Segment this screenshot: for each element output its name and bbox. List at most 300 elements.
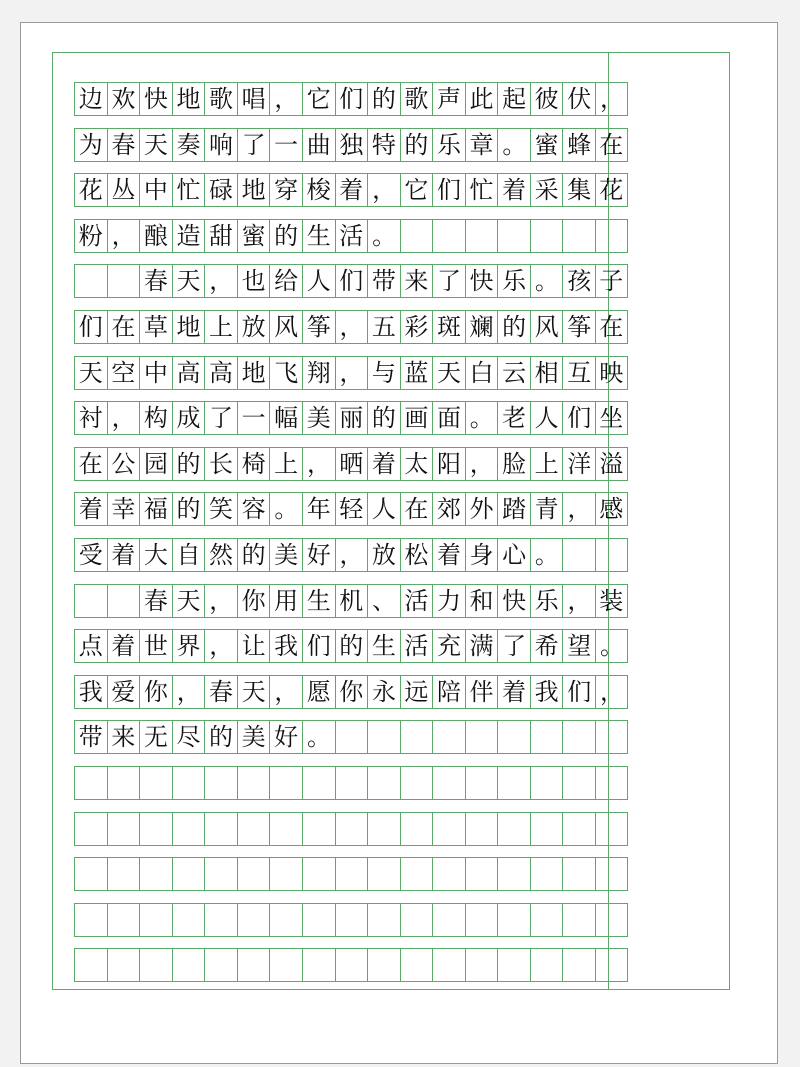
- grid-cell: [367, 857, 400, 891]
- grid-cell: [74, 948, 107, 982]
- grid-cell: 集: [562, 173, 595, 207]
- grid-row: [74, 629, 628, 663]
- grid-cell: ，: [335, 538, 368, 572]
- grid-cell: [432, 948, 465, 982]
- grid-cell: 活: [400, 584, 433, 618]
- grid-row: [74, 128, 628, 162]
- grid-cell: ，: [204, 629, 237, 663]
- grid-cell: 声: [432, 82, 465, 116]
- grid-cell: 园: [139, 447, 172, 481]
- grid-cell: 奏: [172, 128, 205, 162]
- grid-cell: ，: [269, 82, 302, 116]
- grid-cell: [465, 812, 498, 846]
- grid-cell: 快: [465, 264, 498, 298]
- grid-cell: [139, 857, 172, 891]
- grid-cell: 中: [139, 173, 172, 207]
- grid-row: [74, 584, 628, 618]
- grid-cell: [595, 903, 628, 937]
- grid-cell: 酿: [139, 219, 172, 253]
- grid-cell: 人: [302, 264, 335, 298]
- grid-cell: 五: [367, 310, 400, 344]
- grid-cell: 构: [139, 401, 172, 435]
- grid-cell: [497, 219, 530, 253]
- grid-cell: 为: [74, 128, 107, 162]
- grid-cell: 地: [172, 82, 205, 116]
- grid-cell: [269, 948, 302, 982]
- grid-cell: [204, 948, 237, 982]
- grid-cell: 尽: [172, 720, 205, 754]
- grid-row: [74, 857, 628, 891]
- grid-cell: 斓: [465, 310, 498, 344]
- grid-cell: [530, 857, 563, 891]
- grid-cell: 天: [432, 356, 465, 390]
- grid-cell: [595, 720, 628, 754]
- grid-cell: 在: [595, 310, 628, 344]
- grid-cell: [139, 766, 172, 800]
- grid-cell: [107, 812, 140, 846]
- grid-cell: 笑: [204, 492, 237, 526]
- grid-cell: 地: [237, 173, 270, 207]
- grid-cell: 着: [367, 447, 400, 481]
- grid-cell: 伴: [465, 675, 498, 709]
- grid-cell: [139, 903, 172, 937]
- grid-row: [74, 948, 628, 982]
- grid-cell: ，: [335, 310, 368, 344]
- grid-cell: 无: [139, 720, 172, 754]
- grid-cell: 了: [497, 629, 530, 663]
- grid-cell: 带: [74, 720, 107, 754]
- grid-cell: 、: [367, 584, 400, 618]
- grid-cell: [497, 720, 530, 754]
- grid-cell: [335, 948, 368, 982]
- grid-cell: [432, 812, 465, 846]
- grid-row: [74, 492, 628, 526]
- grid-cell: [432, 903, 465, 937]
- grid-cell: ，: [204, 264, 237, 298]
- grid-cell: 着: [497, 173, 530, 207]
- grid-cell: ，: [107, 219, 140, 253]
- grid-cell: [465, 720, 498, 754]
- grid-cell: [172, 766, 205, 800]
- grid-row: [74, 538, 628, 572]
- grid-cell: 溢: [595, 447, 628, 481]
- grid-cell: [269, 812, 302, 846]
- grid-cell: 曲: [302, 128, 335, 162]
- grid-cell: 们: [74, 310, 107, 344]
- grid-cell: [237, 857, 270, 891]
- grid-cell: 坐: [595, 401, 628, 435]
- grid-cell: 满: [465, 629, 498, 663]
- grid-cell: 脸: [497, 447, 530, 481]
- grid-cell: 在: [107, 310, 140, 344]
- grid-cell: [432, 219, 465, 253]
- grid-cell: 一: [269, 128, 302, 162]
- grid-cell: 的: [172, 492, 205, 526]
- grid-cell: 丽: [335, 401, 368, 435]
- grid-cell: 天: [172, 264, 205, 298]
- grid-cell: 陪: [432, 675, 465, 709]
- grid-cell: 彩: [400, 310, 433, 344]
- grid-cell: [335, 720, 368, 754]
- grid-cell: 愿: [302, 675, 335, 709]
- grid-row: [74, 219, 628, 253]
- grid-cell: 用: [269, 584, 302, 618]
- grid-cell: [335, 903, 368, 937]
- grid-cell: 天: [74, 356, 107, 390]
- grid-cell: 好: [269, 720, 302, 754]
- grid-cell: [562, 720, 595, 754]
- grid-cell: [172, 948, 205, 982]
- grid-cell: 甜: [204, 219, 237, 253]
- grid-cell: [530, 720, 563, 754]
- grid-cell: 上: [530, 447, 563, 481]
- grid-cell: 碌: [204, 173, 237, 207]
- grid-cell: 草: [139, 310, 172, 344]
- grid-row: [74, 675, 628, 709]
- grid-cell: 成: [172, 401, 205, 435]
- grid-cell: ，: [562, 584, 595, 618]
- grid-cell: 面: [432, 401, 465, 435]
- grid-cell: [302, 948, 335, 982]
- grid-cell: 望: [562, 629, 595, 663]
- grid-cell: [595, 948, 628, 982]
- grid-cell: 画: [400, 401, 433, 435]
- grid-row: [74, 401, 628, 435]
- grid-cell: 松: [400, 538, 433, 572]
- grid-cell: 也: [237, 264, 270, 298]
- grid-cell: 乐: [530, 584, 563, 618]
- grid-cell: 快: [497, 584, 530, 618]
- grid-cell: 外: [465, 492, 498, 526]
- grid-cell: [530, 812, 563, 846]
- grid-cell: 的: [335, 629, 368, 663]
- grid-cell: 好: [302, 538, 335, 572]
- grid-cell: [562, 766, 595, 800]
- grid-cell: [204, 903, 237, 937]
- grid-cell: 轻: [335, 492, 368, 526]
- grid-cell: [107, 857, 140, 891]
- grid-cell: 翔: [302, 356, 335, 390]
- grid-cell: 的: [497, 310, 530, 344]
- grid-cell: [400, 812, 433, 846]
- grid-cell: 乐: [497, 264, 530, 298]
- grid-cell: [432, 857, 465, 891]
- grid-cell: 白: [465, 356, 498, 390]
- grid-cell: [465, 857, 498, 891]
- grid-cell: 彼: [530, 82, 563, 116]
- grid-cell: 唱: [237, 82, 270, 116]
- grid-cell: 生: [302, 219, 335, 253]
- grid-cell: 太: [400, 447, 433, 481]
- grid-cell: 洋: [562, 447, 595, 481]
- grid-cell: [562, 538, 595, 572]
- grid-cell: [530, 766, 563, 800]
- grid-cell: 。: [269, 492, 302, 526]
- grid-cell: [237, 903, 270, 937]
- grid-cell: 活: [400, 629, 433, 663]
- grid-cell: 一: [237, 401, 270, 435]
- grid-cell: [302, 857, 335, 891]
- grid-cell: 放: [237, 310, 270, 344]
- grid-cell: 希: [530, 629, 563, 663]
- grid-cell: 们: [335, 82, 368, 116]
- grid-cell: 它: [400, 173, 433, 207]
- grid-cell: 着: [432, 538, 465, 572]
- grid-cell: [107, 766, 140, 800]
- grid-cell: 老: [497, 401, 530, 435]
- grid-cell: 中: [139, 356, 172, 390]
- grid-cell: 们: [432, 173, 465, 207]
- grid-cell: [497, 903, 530, 937]
- grid-cell: 春: [139, 584, 172, 618]
- grid-cell: 。: [497, 128, 530, 162]
- grid-cell: [302, 812, 335, 846]
- grid-row: [74, 356, 628, 390]
- grid-cell: 春: [204, 675, 237, 709]
- grid-cell: 花: [74, 173, 107, 207]
- grid-cell: 此: [465, 82, 498, 116]
- grid-cell: 的: [400, 128, 433, 162]
- grid-cell: 远: [400, 675, 433, 709]
- grid-cell: 。: [367, 219, 400, 253]
- grid-cell: [595, 538, 628, 572]
- grid-cell: 着: [497, 675, 530, 709]
- grid-cell: 给: [269, 264, 302, 298]
- grid-cell: 。: [530, 264, 563, 298]
- grid-cell: 着: [74, 492, 107, 526]
- grid-cell: 上: [269, 447, 302, 481]
- grid-cell: [497, 766, 530, 800]
- grid-cell: 筝: [302, 310, 335, 344]
- grid-row: [74, 82, 628, 116]
- grid-cell: [465, 219, 498, 253]
- grid-cell: ，: [302, 447, 335, 481]
- grid-cell: 生: [367, 629, 400, 663]
- grid-cell: 天: [237, 675, 270, 709]
- grid-cell: [497, 812, 530, 846]
- grid-cell: 蓝: [400, 356, 433, 390]
- grid-cell: 爱: [107, 675, 140, 709]
- grid-cell: 让: [237, 629, 270, 663]
- grid-cell: ，: [367, 173, 400, 207]
- grid-cell: [562, 812, 595, 846]
- grid-cell: 风: [269, 310, 302, 344]
- grid-cell: [237, 766, 270, 800]
- grid-cell: 风: [530, 310, 563, 344]
- grid-cell: [595, 812, 628, 846]
- grid-cell: 身: [465, 538, 498, 572]
- grid-cell: 们: [335, 264, 368, 298]
- grid-cell: [465, 766, 498, 800]
- grid-cell: 踏: [497, 492, 530, 526]
- grid-cell: 大: [139, 538, 172, 572]
- grid-cell: ，: [335, 356, 368, 390]
- grid-cell: 响: [204, 128, 237, 162]
- grid-cell: 空: [107, 356, 140, 390]
- grid-cell: 地: [237, 356, 270, 390]
- grid-cell: 丛: [107, 173, 140, 207]
- grid-cell: 穿: [269, 173, 302, 207]
- grid-cell: [595, 766, 628, 800]
- grid-cell: 子: [595, 264, 628, 298]
- grid-cell: [204, 812, 237, 846]
- grid-cell: 美: [237, 720, 270, 754]
- grid-cell: 心: [497, 538, 530, 572]
- grid-cell: 上: [204, 310, 237, 344]
- grid-cell: 们: [562, 675, 595, 709]
- grid-cell: 采: [530, 173, 563, 207]
- grid-cell: 带: [367, 264, 400, 298]
- grid-cell: [465, 948, 498, 982]
- grid-cell: 受: [74, 538, 107, 572]
- grid-cell: [237, 948, 270, 982]
- grid-cell: 边: [74, 82, 107, 116]
- grid-cell: [204, 857, 237, 891]
- grid-cell: 来: [400, 264, 433, 298]
- grid-cell: 青: [530, 492, 563, 526]
- grid-cell: [269, 857, 302, 891]
- grid-cell: [107, 584, 140, 618]
- grid-cell: 活: [335, 219, 368, 253]
- grid-cell: [335, 812, 368, 846]
- grid-cell: [497, 857, 530, 891]
- grid-cell: [335, 857, 368, 891]
- grid-cell: [530, 903, 563, 937]
- grid-cell: 的: [237, 538, 270, 572]
- grid-cell: 你: [237, 584, 270, 618]
- grid-cell: 蜜: [237, 219, 270, 253]
- grid-cell: 映: [595, 356, 628, 390]
- grid-cell: 与: [367, 356, 400, 390]
- grid-cell: [172, 903, 205, 937]
- grid-cell: [562, 948, 595, 982]
- grid-cell: 我: [530, 675, 563, 709]
- grid-cell: 在: [595, 128, 628, 162]
- grid-row: [74, 447, 628, 481]
- grid-cell: 我: [74, 675, 107, 709]
- grid-cell: 快: [139, 82, 172, 116]
- grid-cell: [562, 857, 595, 891]
- grid-cell: 在: [400, 492, 433, 526]
- grid-cell: 春: [107, 128, 140, 162]
- grid-row: [74, 173, 628, 207]
- grid-cell: 感: [595, 492, 628, 526]
- grid-cell: 郊: [432, 492, 465, 526]
- grid-cell: [400, 219, 433, 253]
- grid-cell: [367, 766, 400, 800]
- grid-cell: 你: [335, 675, 368, 709]
- grid-cell: 年: [302, 492, 335, 526]
- grid-cell: [562, 903, 595, 937]
- grid-cell: 椅: [237, 447, 270, 481]
- grid-cell: 的: [367, 401, 400, 435]
- grid-cell: 们: [562, 401, 595, 435]
- grid-cell: [497, 948, 530, 982]
- grid-cell: 了: [432, 264, 465, 298]
- grid-cell: 起: [497, 82, 530, 116]
- grid-cell: [139, 812, 172, 846]
- grid-cell: [432, 720, 465, 754]
- grid-cell: [107, 264, 140, 298]
- grid-cell: ，: [204, 584, 237, 618]
- grid-cell: [595, 219, 628, 253]
- grid-cell: 自: [172, 538, 205, 572]
- grid-cell: ，: [595, 675, 628, 709]
- grid-cell: 了: [204, 401, 237, 435]
- grid-cell: 生: [302, 584, 335, 618]
- grid-cell: [302, 766, 335, 800]
- grid-cell: [367, 812, 400, 846]
- grid-cell: 特: [367, 128, 400, 162]
- grid-cell: [400, 766, 433, 800]
- grid-cell: [530, 219, 563, 253]
- grid-cell: 它: [302, 82, 335, 116]
- grid-cell: 的: [172, 447, 205, 481]
- grid-cell: 蜂: [562, 128, 595, 162]
- grid-cell: 衬: [74, 401, 107, 435]
- grid-cell: 我: [269, 629, 302, 663]
- grid-cell: 造: [172, 219, 205, 253]
- grid-cell: 福: [139, 492, 172, 526]
- grid-cell: ，: [465, 447, 498, 481]
- grid-cell: 然: [204, 538, 237, 572]
- grid-cell: ，: [172, 675, 205, 709]
- grid-cell: 。: [530, 538, 563, 572]
- grid-row: [74, 264, 628, 298]
- grid-cell: 花: [595, 173, 628, 207]
- grid-cell: 天: [172, 584, 205, 618]
- grid-cell: 机: [335, 584, 368, 618]
- grid-cell: 来: [107, 720, 140, 754]
- grid-cell: 云: [497, 356, 530, 390]
- grid-cell: [367, 948, 400, 982]
- grid-cell: [74, 584, 107, 618]
- grid-cell: 。: [595, 629, 628, 663]
- grid-cell: [172, 857, 205, 891]
- grid-cell: 充: [432, 629, 465, 663]
- grid-cell: 点: [74, 629, 107, 663]
- grid-cell: 永: [367, 675, 400, 709]
- grid-cell: 阳: [432, 447, 465, 481]
- grid-row: [74, 766, 628, 800]
- grid-cell: [562, 219, 595, 253]
- grid-cell: 蜜: [530, 128, 563, 162]
- grid-cell: 伏: [562, 82, 595, 116]
- grid-cell: [237, 812, 270, 846]
- grid-cell: 的: [367, 82, 400, 116]
- grid-cell: 幅: [269, 401, 302, 435]
- grid-cell: 高: [172, 356, 205, 390]
- grid-cell: 放: [367, 538, 400, 572]
- grid-cell: [74, 264, 107, 298]
- grid-cell: 。: [302, 720, 335, 754]
- grid-cell: 公: [107, 447, 140, 481]
- grid-cell: 界: [172, 629, 205, 663]
- grid-cell: 长: [204, 447, 237, 481]
- grid-cell: [269, 766, 302, 800]
- grid-cell: ，: [269, 675, 302, 709]
- grid-cell: 梭: [302, 173, 335, 207]
- grid-cell: [74, 903, 107, 937]
- grid-cell: [302, 903, 335, 937]
- grid-cell: [74, 812, 107, 846]
- grid-cell: 了: [237, 128, 270, 162]
- grid-cell: 的: [204, 720, 237, 754]
- grid-cell: 互: [562, 356, 595, 390]
- grid-cell: [107, 903, 140, 937]
- grid-cell: 们: [302, 629, 335, 663]
- grid-cell: [530, 948, 563, 982]
